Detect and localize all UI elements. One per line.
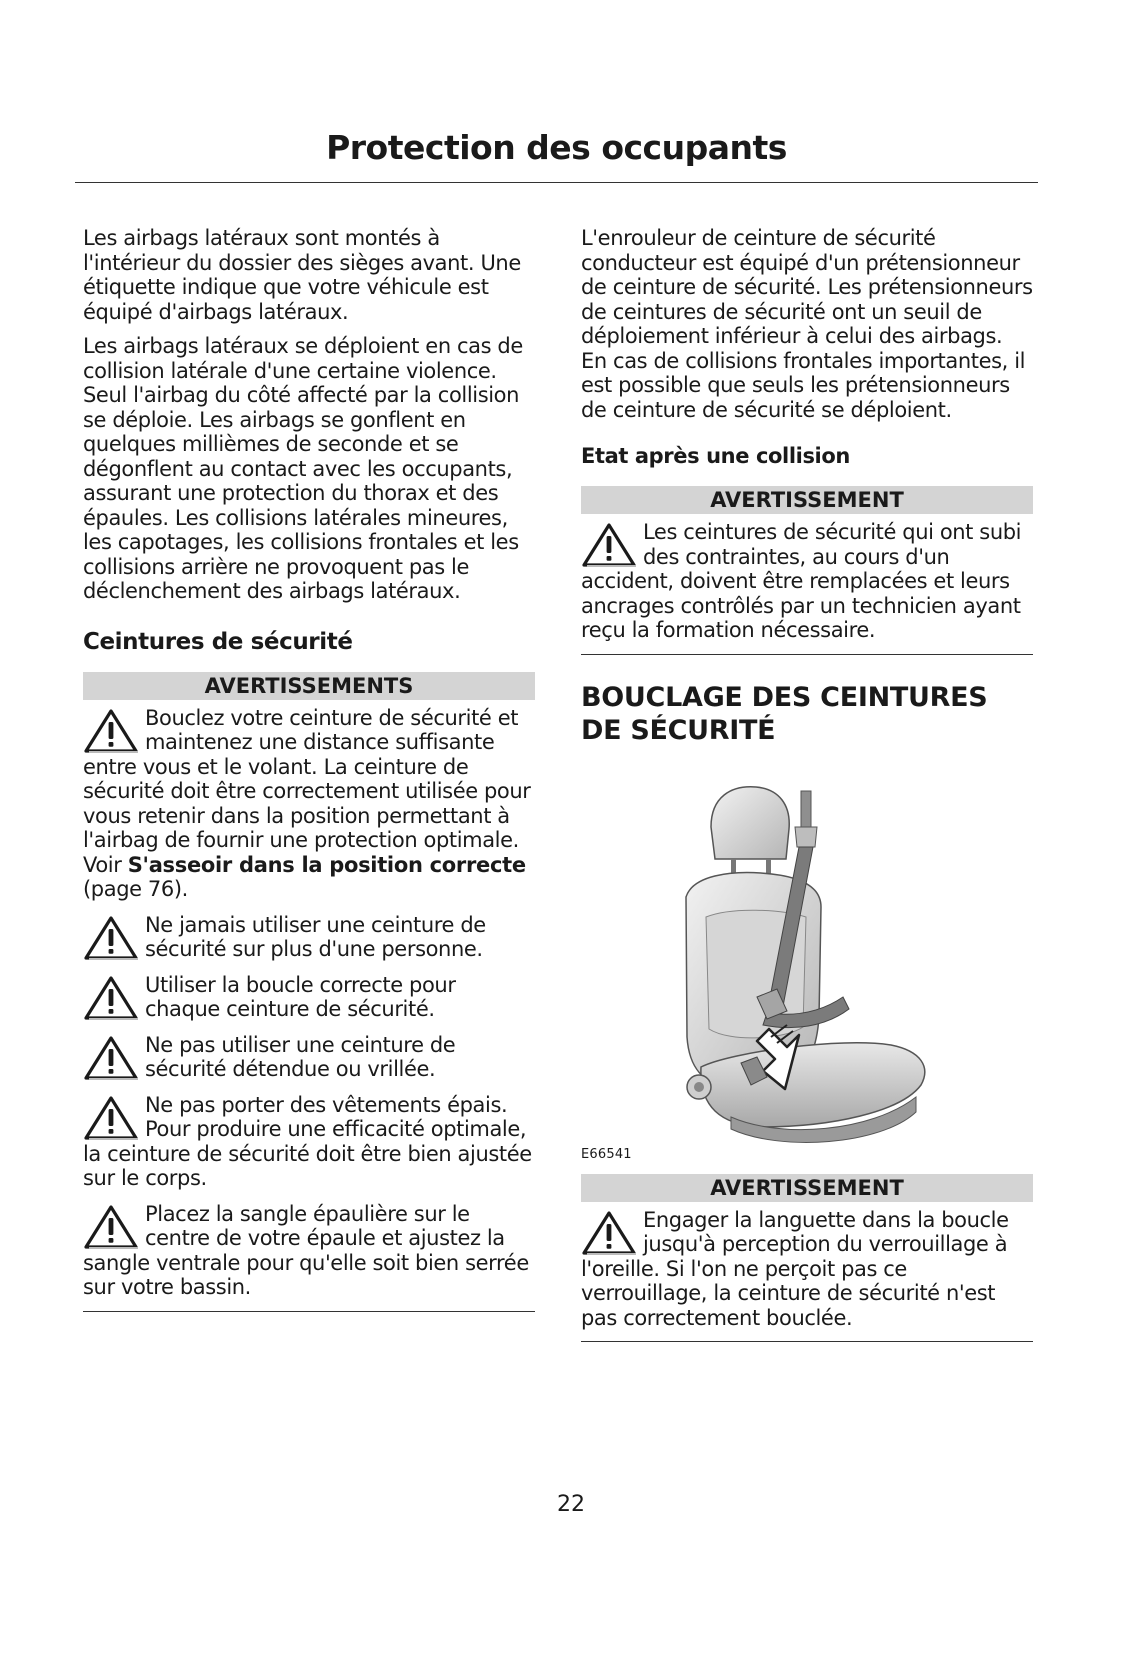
warning-triangle-icon (83, 1095, 139, 1141)
warning-item (83, 973, 535, 1022)
warning-text: Bouclez votre ceinture de sécurité et maintenez une distance suffisante entre vous et le volant. La ceinture de sécurité doit être correctement utilisée pour vous retenir dans la position permettant à l'airbag de fournir une protection optimale. Voir (83, 705, 531, 877)
warning-item (83, 913, 535, 962)
seat-with-belt-illustration (581, 767, 1033, 1162)
warnings-header: AVERTISSEMENTS (83, 672, 535, 700)
warning-text: Utiliser la boucle correcte pour chaque ceinture de sécurité. (145, 972, 456, 1021)
warning-text: Engager la languette dans la boucle jusqu'à perception du verrouillage à l'oreille. Si l'on ne perçoit pas ce verrouillage, la ceinture de sécurité n'est pas correctement bouclée. (581, 1207, 1009, 1330)
page-title: Protection des occupants (326, 128, 787, 167)
page-number: 22 (557, 1492, 585, 1517)
warning-triangle-icon (83, 1204, 139, 1250)
warning-item (581, 1208, 1033, 1331)
warning-triangle-icon (83, 1035, 139, 1081)
section-heading-seatbelts: Ceintures de sécurité (83, 628, 353, 655)
warning-triangle-icon (581, 1210, 637, 1256)
warning-triangle-icon (83, 708, 139, 754)
warning-text: Les ceintures de sécurité qui ont subi des contraintes, au cours d'un accident, doivent être remplacées et leurs ancrages contrôlés par un technicien ayant reçu la formation nécessaire. (581, 520, 1022, 642)
warning-block-divider (83, 1311, 535, 1312)
warning-item (581, 520, 1033, 643)
warning-text: Ne pas porter des vêtements épais. Pour produire une efficacité optimale, la ceinture de sécurité doit être bien ajustée sur le corps. (83, 1092, 532, 1190)
title-divider (75, 182, 1038, 183)
warning-text: Placez la sangle épaulière sur le centre de votre épaule et ajustez la sangle ventrale pour qu'elle soit bien serrée sur votre bassin. (83, 1201, 529, 1299)
warning-triangle-icon (581, 522, 637, 568)
warning-header: AVERTISSEMENT (581, 1174, 1033, 1202)
warning-item (83, 706, 535, 902)
warning-item (83, 1093, 535, 1191)
cross-reference-link[interactable]: S'asseoir dans la position correcte (127, 852, 526, 877)
left-column (83, 226, 535, 1312)
warning-item (83, 1202, 535, 1300)
paragraph-side-airbags-mounting: Les airbags latéraux sont montés à l'intérieur du dossier des sièges avant. Une étiquette indique que votre véhicule est équipé d'airbags latéraux. (83, 226, 521, 324)
warning-triangle-icon (83, 915, 139, 961)
paragraph-pretensioner: L'enrouleur de ceinture de sécurité conducteur est équipé d'un prétensionneur de ceinture de sécurité. Les prétensionneurs de ceintures de sécurité ont un seuil de déploiement inférieur à celui des airbags. En cas de collisions frontales importantes, il est possible que seuls les prétensionneurs de ceinture de sécurité se déploient. (581, 226, 1033, 422)
page-reference: (page 76). (83, 877, 188, 901)
warning-block-divider (581, 654, 1033, 655)
seat-belt-figure (581, 767, 1033, 1162)
warning-text: Ne jamais utiliser une ceinture de sécurité sur plus d'une personne. (145, 912, 486, 961)
section-heading-buckling: BOUCLAGE DES CEINTURES DE SÉCURITÉ (581, 681, 988, 746)
paragraph-side-airbags-deployment: Les airbags latéraux se déploient en cas de collision latérale d'une certaine violence. Seul l'airbag du côté affecté par la collision se déploie. Les airbags se gonflent en quelques millièmes de seconde et se dégonflent au contact avec les occupants, assurant une protection du thorax et des épaules. Les collisions latérales mineures, les capotages, les collisions frontales et les collisions arrière ne provoquent pas le déclenchement des airbags latéraux. (83, 334, 523, 603)
figure-code: E66541 (581, 1146, 632, 1162)
section-subheading-after-collision: Etat après une collision (581, 444, 850, 468)
warning-header: AVERTISSEMENT (581, 486, 1033, 514)
right-column (581, 226, 1033, 1342)
warning-triangle-icon (83, 975, 139, 1021)
warning-item (83, 1033, 535, 1082)
warning-text: Ne pas utiliser une ceinture de sécurité détendue ou vrillée. (145, 1032, 456, 1081)
warning-block-divider (581, 1341, 1033, 1342)
